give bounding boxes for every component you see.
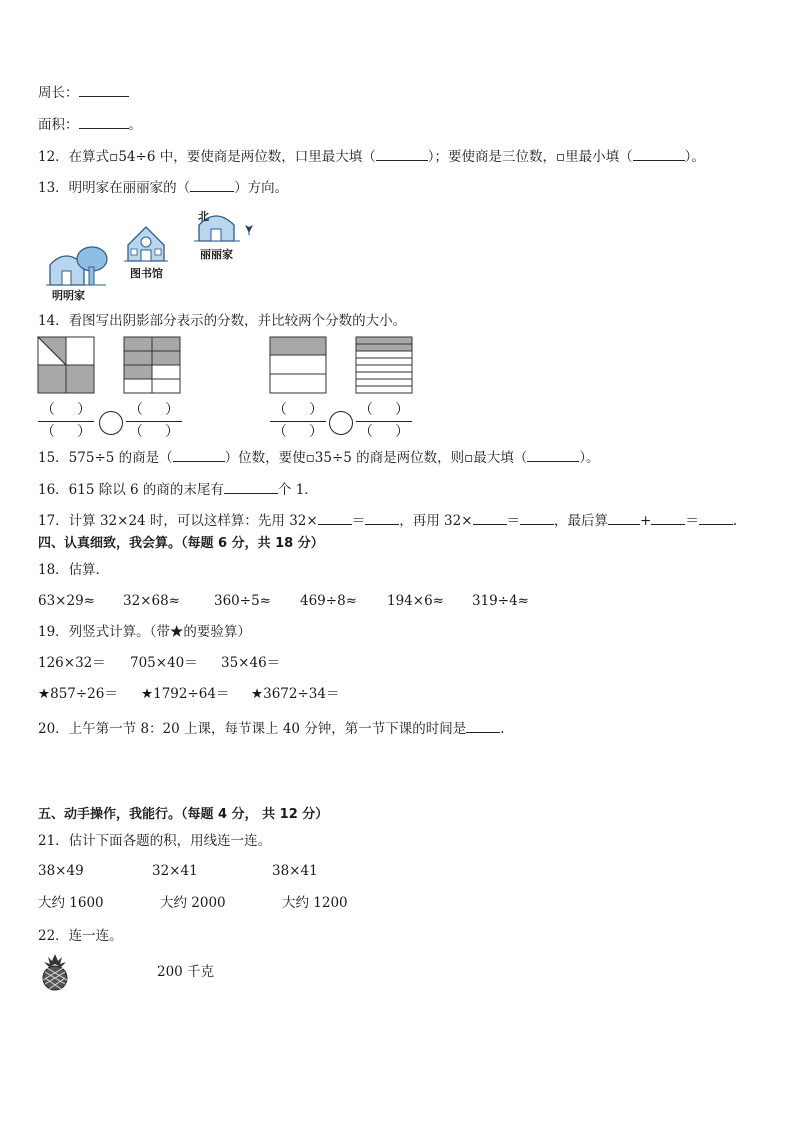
q15-text-c: ）。 (579, 450, 600, 466)
library-icon (124, 227, 168, 261)
q21-product-2: 32×41 (152, 863, 198, 879)
q17-plus: + (640, 513, 652, 529)
section-5-heading: 五、动手操作，我能行。（每题 4 分， 共 12 分） (38, 807, 329, 822)
q12-blank-1[interactable] (376, 146, 428, 161)
area-end: 。 (128, 117, 142, 133)
q19-item-3: 35×46＝ (221, 655, 281, 671)
q21-product-3: 38×41 (272, 863, 318, 879)
q15-blank-2[interactable] (527, 447, 579, 462)
q19-item-2: 705×40＝ (130, 655, 198, 671)
compare-circle-2[interactable] (329, 411, 353, 435)
question-14: 14．看图写出阴影部分表示的分数，并比较两个分数的大小。 (38, 313, 407, 329)
q19-item-6: ★3672÷34＝ (251, 686, 340, 702)
q20-text-a: 20．上午第一节 8：20 上课，每节课上 40 分钟，第一节下课的时间是 (38, 721, 467, 737)
q18-item-6: 319÷4≈ (472, 593, 529, 609)
q16-blank[interactable] (224, 479, 278, 494)
q21-estimate-2: 大约 2000 (160, 895, 226, 911)
q17-blank-7[interactable] (699, 510, 733, 525)
q20-end: . (500, 721, 505, 737)
q12-text-b: ）；要使商是三位数，▫里最小填（ (427, 149, 633, 165)
area-blank[interactable] (79, 114, 129, 129)
q13-text-a: 13．明明家在丽丽家的（ (38, 180, 191, 196)
figure-3 (270, 337, 326, 393)
figure-1 (38, 337, 94, 393)
q21-estimate-3: 大约 1200 (282, 895, 348, 911)
fraction-blank-1[interactable]: （ ） （ ） (38, 402, 94, 442)
q17-blank-1[interactable] (318, 510, 352, 525)
question-15 (38, 447, 600, 467)
question-20 (38, 718, 505, 738)
q21-product-1: 38×49 (38, 863, 84, 879)
north-label: 北 (198, 210, 209, 223)
q17-blank-2[interactable] (365, 510, 399, 525)
q19-item-1: 126×32＝ (38, 655, 106, 671)
q19-item-5: ★1792÷64＝ (141, 686, 230, 702)
question-16 (38, 479, 318, 499)
q15-text-b: ）位数，要使▫35÷5 的商是两位数，则▫最大填（ (224, 450, 528, 466)
lili-home-label: 丽丽家 (200, 248, 233, 261)
q17-blank-6[interactable] (651, 510, 685, 525)
fraction-blank-4[interactable]: （ ） （ ） (356, 402, 412, 442)
q21-estimate-1: 大约 1600 (38, 895, 104, 911)
q13-blank[interactable] (190, 177, 234, 192)
fraction-figures (36, 335, 416, 397)
q12-text-c: ）。 (684, 149, 705, 165)
section-4-heading: 四、认真细致，我会算。（每题 6 分，共 18 分） (38, 536, 324, 551)
figure-2 (124, 337, 180, 393)
perimeter-line (38, 82, 129, 102)
q12-blank-2[interactable] (633, 146, 685, 161)
q17-eq-2: ＝ (506, 513, 520, 529)
q15-blank-1[interactable] (173, 447, 225, 462)
q17-blank-3[interactable] (473, 510, 507, 525)
q18-item-3: 360÷5≈ (214, 593, 271, 609)
q17-eq-1: ＝ (351, 513, 366, 529)
question-22: 22．连一连。 (38, 928, 123, 944)
q18-item-2: 32×68≈ (123, 593, 180, 609)
fraction-blank-2[interactable]: （ ） （ ） (126, 402, 182, 442)
q17-eq-3: ＝ (685, 513, 699, 529)
area-label: 面积： (38, 117, 79, 133)
library-label: 图书馆 (130, 267, 163, 280)
question-13 (38, 177, 288, 197)
perimeter-blank[interactable] (79, 82, 129, 97)
mingming-house-icon (46, 247, 107, 285)
q17-blank-5[interactable] (608, 510, 640, 525)
mingming-home-label: 明明家 (52, 289, 85, 302)
figure-4 (356, 337, 412, 393)
q18-item-4: 469÷8≈ (300, 593, 357, 609)
q20-blank[interactable] (466, 718, 500, 733)
q13-text-b: ）方向。 (234, 180, 289, 196)
area-line (38, 114, 142, 134)
q17-text-c: ，最后算 (554, 513, 608, 529)
q16-text-b: 个 1． (277, 482, 318, 498)
question-12 (38, 146, 705, 166)
q17-text-b: ，再用 32× (399, 513, 473, 529)
q15-text-a: 15．575÷5 的商是（ (38, 450, 173, 466)
q18-item-5: 194×6≈ (387, 593, 444, 609)
q17-end: . (732, 513, 738, 529)
question-18: 18．估算． (38, 562, 110, 578)
q12-text-a: 12．在算式▫54÷6 中，要使商是两位数，口里最大填（ (38, 149, 376, 165)
north-arrow-icon (245, 225, 253, 235)
q19-item-4: ★857÷26＝ (38, 686, 118, 702)
q17-text-a: 17．计算 32×24 时，可以这样算：先用 32× (38, 513, 318, 529)
q18-item-1: 63×29≈ (38, 593, 95, 609)
question-21: 21．估计下面各题的积，用线连一连。 (38, 833, 272, 849)
question-19: 19．列竖式计算。（带★的要验算） (38, 624, 251, 640)
q16-text-a: 16．615 除以 6 的商的末尾有 (38, 482, 224, 498)
pineapple-icon (38, 952, 72, 992)
compare-circle-1[interactable] (99, 411, 123, 435)
perimeter-label: 周长： (38, 85, 79, 101)
question-17 (38, 510, 737, 530)
fraction-blank-3[interactable]: （ ） （ ） (270, 402, 326, 442)
q22-weight-label: 200 千克 (157, 964, 215, 980)
q17-blank-4[interactable] (520, 510, 554, 525)
